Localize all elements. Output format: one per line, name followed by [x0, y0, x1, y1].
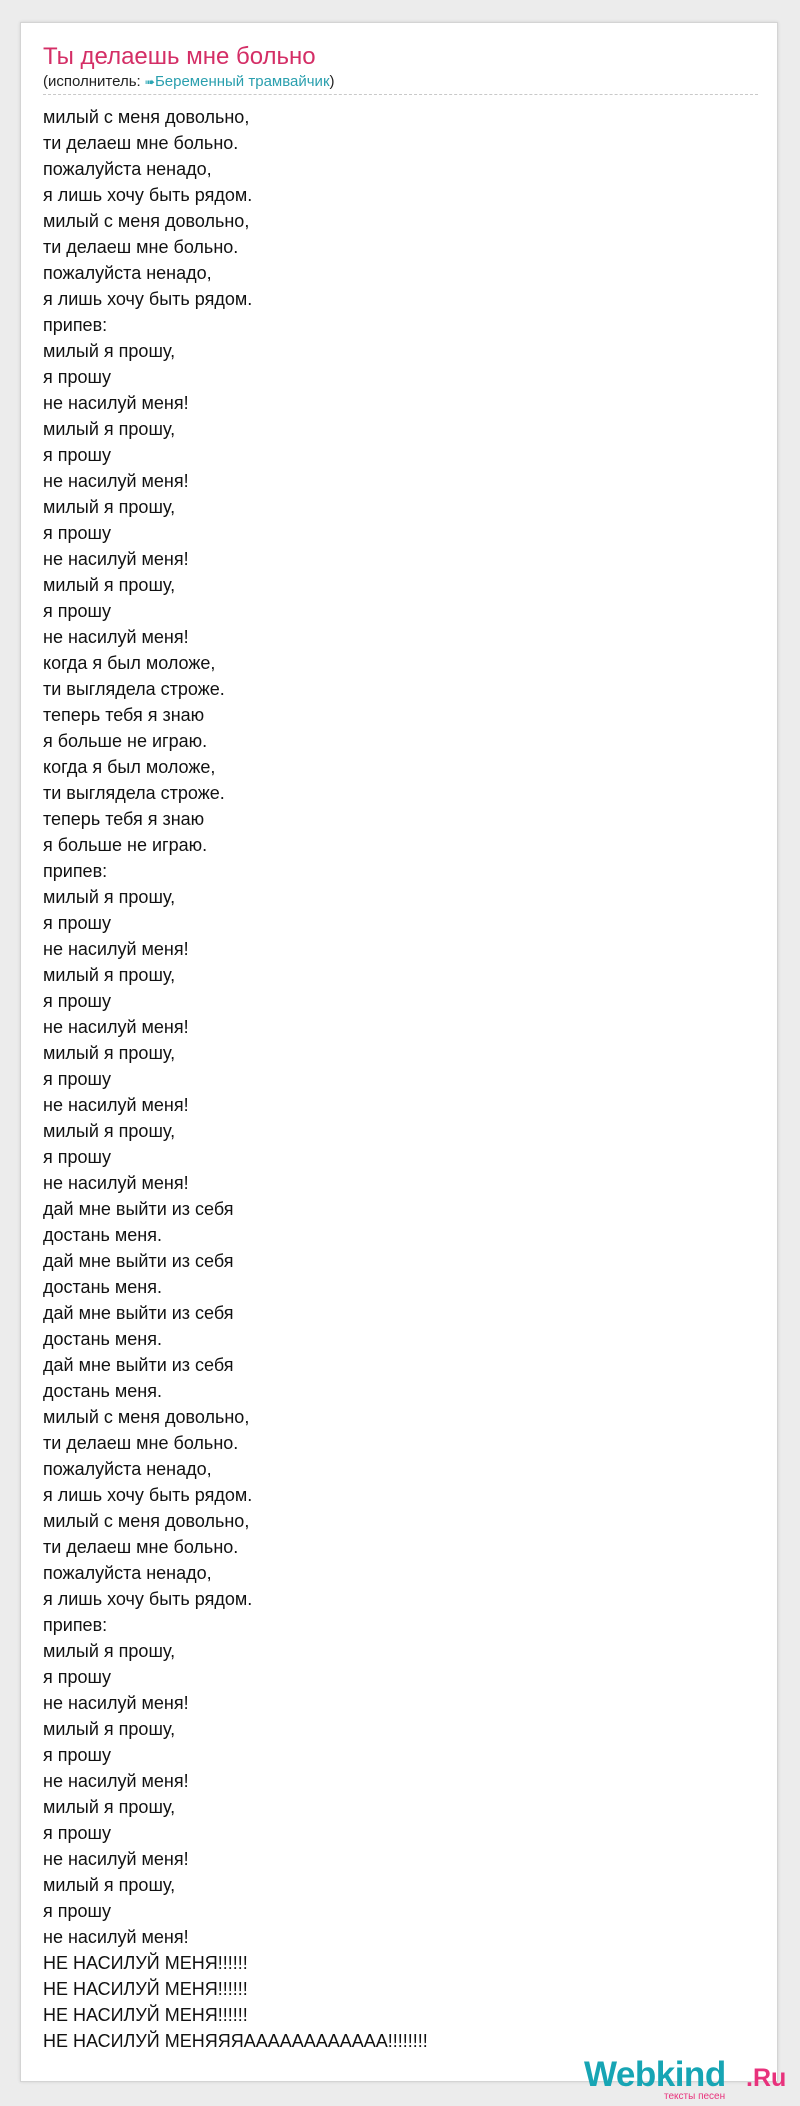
lyric-line: дай мне выйти из себя [43, 1355, 234, 1375]
lyric-line: когда я был моложе, [43, 653, 216, 673]
lyric-line: милый я прошу, [43, 497, 176, 517]
lyric-line: милый я прошу, [43, 341, 176, 361]
lyric-line: милый я прошу, [43, 1043, 176, 1063]
lyric-line: пожалуйста ненадо, [43, 1459, 212, 1479]
lyric-line: припев: [43, 315, 108, 335]
lyric-line: милый я прошу, [43, 1641, 176, 1661]
lyric-line: не насилуй меня! [43, 549, 189, 569]
lyric-line: дай мне выйти из себя [43, 1303, 234, 1323]
artist-prefix: (исполнитель: [43, 73, 145, 90]
lyric-line: я прошу [43, 1667, 111, 1687]
lyric-line: не насилуй меня! [43, 471, 189, 491]
lyric-line: я прошу [43, 913, 111, 933]
lyric-line: я прошу [43, 445, 111, 465]
lyric-line: ти делаеш мне больно. [43, 1537, 239, 1557]
lyric-line: припев: [43, 861, 108, 881]
lyric-line: ти выглядела строже. [43, 783, 225, 803]
lyric-line: не насилуй меня! [43, 1173, 189, 1193]
lyric-line: я лишь хочу быть рядом. [43, 1485, 253, 1505]
lyric-line: милый с меня довольно, [43, 107, 250, 127]
lyric-line: милый я прошу, [43, 1797, 176, 1817]
lyric-line: не насилуй меня! [43, 393, 189, 413]
lyric-line: милый с меня довольно, [43, 211, 250, 231]
lyric-line: НЕ НАСИЛУЙ МЕНЯ!!!!!! [43, 2005, 248, 2025]
lyric-line: не насилуй меня! [43, 1017, 189, 1037]
lyric-line: достань меня. [43, 1277, 162, 1297]
lyric-line: ти делаеш мне больно. [43, 1433, 239, 1453]
lyric-line: я прошу [43, 1147, 111, 1167]
lyric-line: припев: [43, 1615, 108, 1635]
lyric-line: я прошу [43, 991, 111, 1011]
lyric-line: милый с меня довольно, [43, 1407, 250, 1427]
lyric-line: ти выглядела строже. [43, 679, 225, 699]
lyric-line: милый я прошу, [43, 887, 176, 907]
lyrics-text [43, 104, 428, 2054]
lyric-line: милый я прошу, [43, 965, 176, 985]
lyric-line: милый я прошу, [43, 575, 176, 595]
lyric-line: достань меня. [43, 1225, 162, 1245]
lyric-line: НЕ НАСИЛУЙ МЕНЯ!!!!!! [43, 1979, 248, 1999]
logo-tagline: тексты песен [664, 2091, 726, 2102]
lyric-line: я прошу [43, 1069, 111, 1089]
lyric-line: дай мне выйти из себя [43, 1251, 234, 1271]
lyric-line: я прошу [43, 1745, 111, 1765]
lyric-line: дай мне выйти из себя [43, 1199, 234, 1219]
lyric-line: теперь тебя я знаю [43, 809, 205, 829]
lyric-line: НЕ НАСИЛУЙ МЕНЯЯЯАААААААААААА!!!!!!!! [43, 2031, 428, 2051]
lyric-line: теперь тебя я знаю [43, 705, 205, 725]
artist-suffix: ) [329, 73, 335, 90]
arrow-right-icon: ➠ [144, 75, 155, 89]
lyric-line: милый я прошу, [43, 1875, 176, 1895]
lyric-line: не насилуй меня! [43, 1849, 189, 1869]
lyric-line: достань меня. [43, 1329, 162, 1349]
lyric-line: я больше не играю. [43, 731, 208, 751]
lyric-line: не насилуй меня! [43, 1095, 189, 1115]
lyric-line: пожалуйста ненадо, [43, 263, 212, 283]
lyric-line: я прошу [43, 523, 111, 543]
artist-link[interactable]: Беременный трамвайчик [154, 73, 330, 90]
lyric-line: не насилуй меня! [43, 627, 189, 647]
lyric-line: милый я прошу, [43, 1719, 176, 1739]
lyric-line: не насилуй меня! [43, 1693, 189, 1713]
lyric-line: не насилуй меня! [43, 1771, 189, 1791]
lyric-line: НЕ НАСИЛУЙ МЕНЯ!!!!!! [43, 1953, 248, 1973]
site-logo[interactable] [584, 2055, 787, 2103]
lyric-line: ти делаеш мне больно. [43, 237, 239, 257]
lyric-line: я прошу [43, 601, 111, 621]
lyric-line: ти делаеш мне больно. [43, 133, 239, 153]
lyric-line: когда я был моложе, [43, 757, 216, 777]
lyric-line: не насилуй меня! [43, 1927, 189, 1947]
lyric-line: я прошу [43, 1901, 111, 1921]
lyric-line: не насилуй меня! [43, 939, 189, 959]
logo-tld: .Ru [746, 2064, 787, 2092]
lyric-line: я больше не играю. [43, 835, 208, 855]
lyric-line: пожалуйста ненадо, [43, 1563, 212, 1583]
song-title: Ты делаешь мне больно [43, 43, 316, 70]
lyric-line: я лишь хочу быть рядом. [43, 289, 253, 309]
artist-line [43, 73, 758, 95]
lyric-line: милый я прошу, [43, 1121, 176, 1141]
lyric-line: я лишь хочу быть рядом. [43, 185, 253, 205]
lyric-line: я прошу [43, 367, 111, 387]
lyric-line: милый с меня довольно, [43, 1511, 250, 1531]
lyric-line: достань меня. [43, 1381, 162, 1401]
lyric-line: милый я прошу, [43, 419, 176, 439]
lyric-line: я лишь хочу быть рядом. [43, 1589, 253, 1609]
lyrics-card [20, 22, 787, 2102]
lyric-line: я прошу [43, 1823, 111, 1843]
logo-wordmark: Webkind [584, 2055, 726, 2094]
lyric-line: пожалуйста ненадо, [43, 159, 212, 179]
